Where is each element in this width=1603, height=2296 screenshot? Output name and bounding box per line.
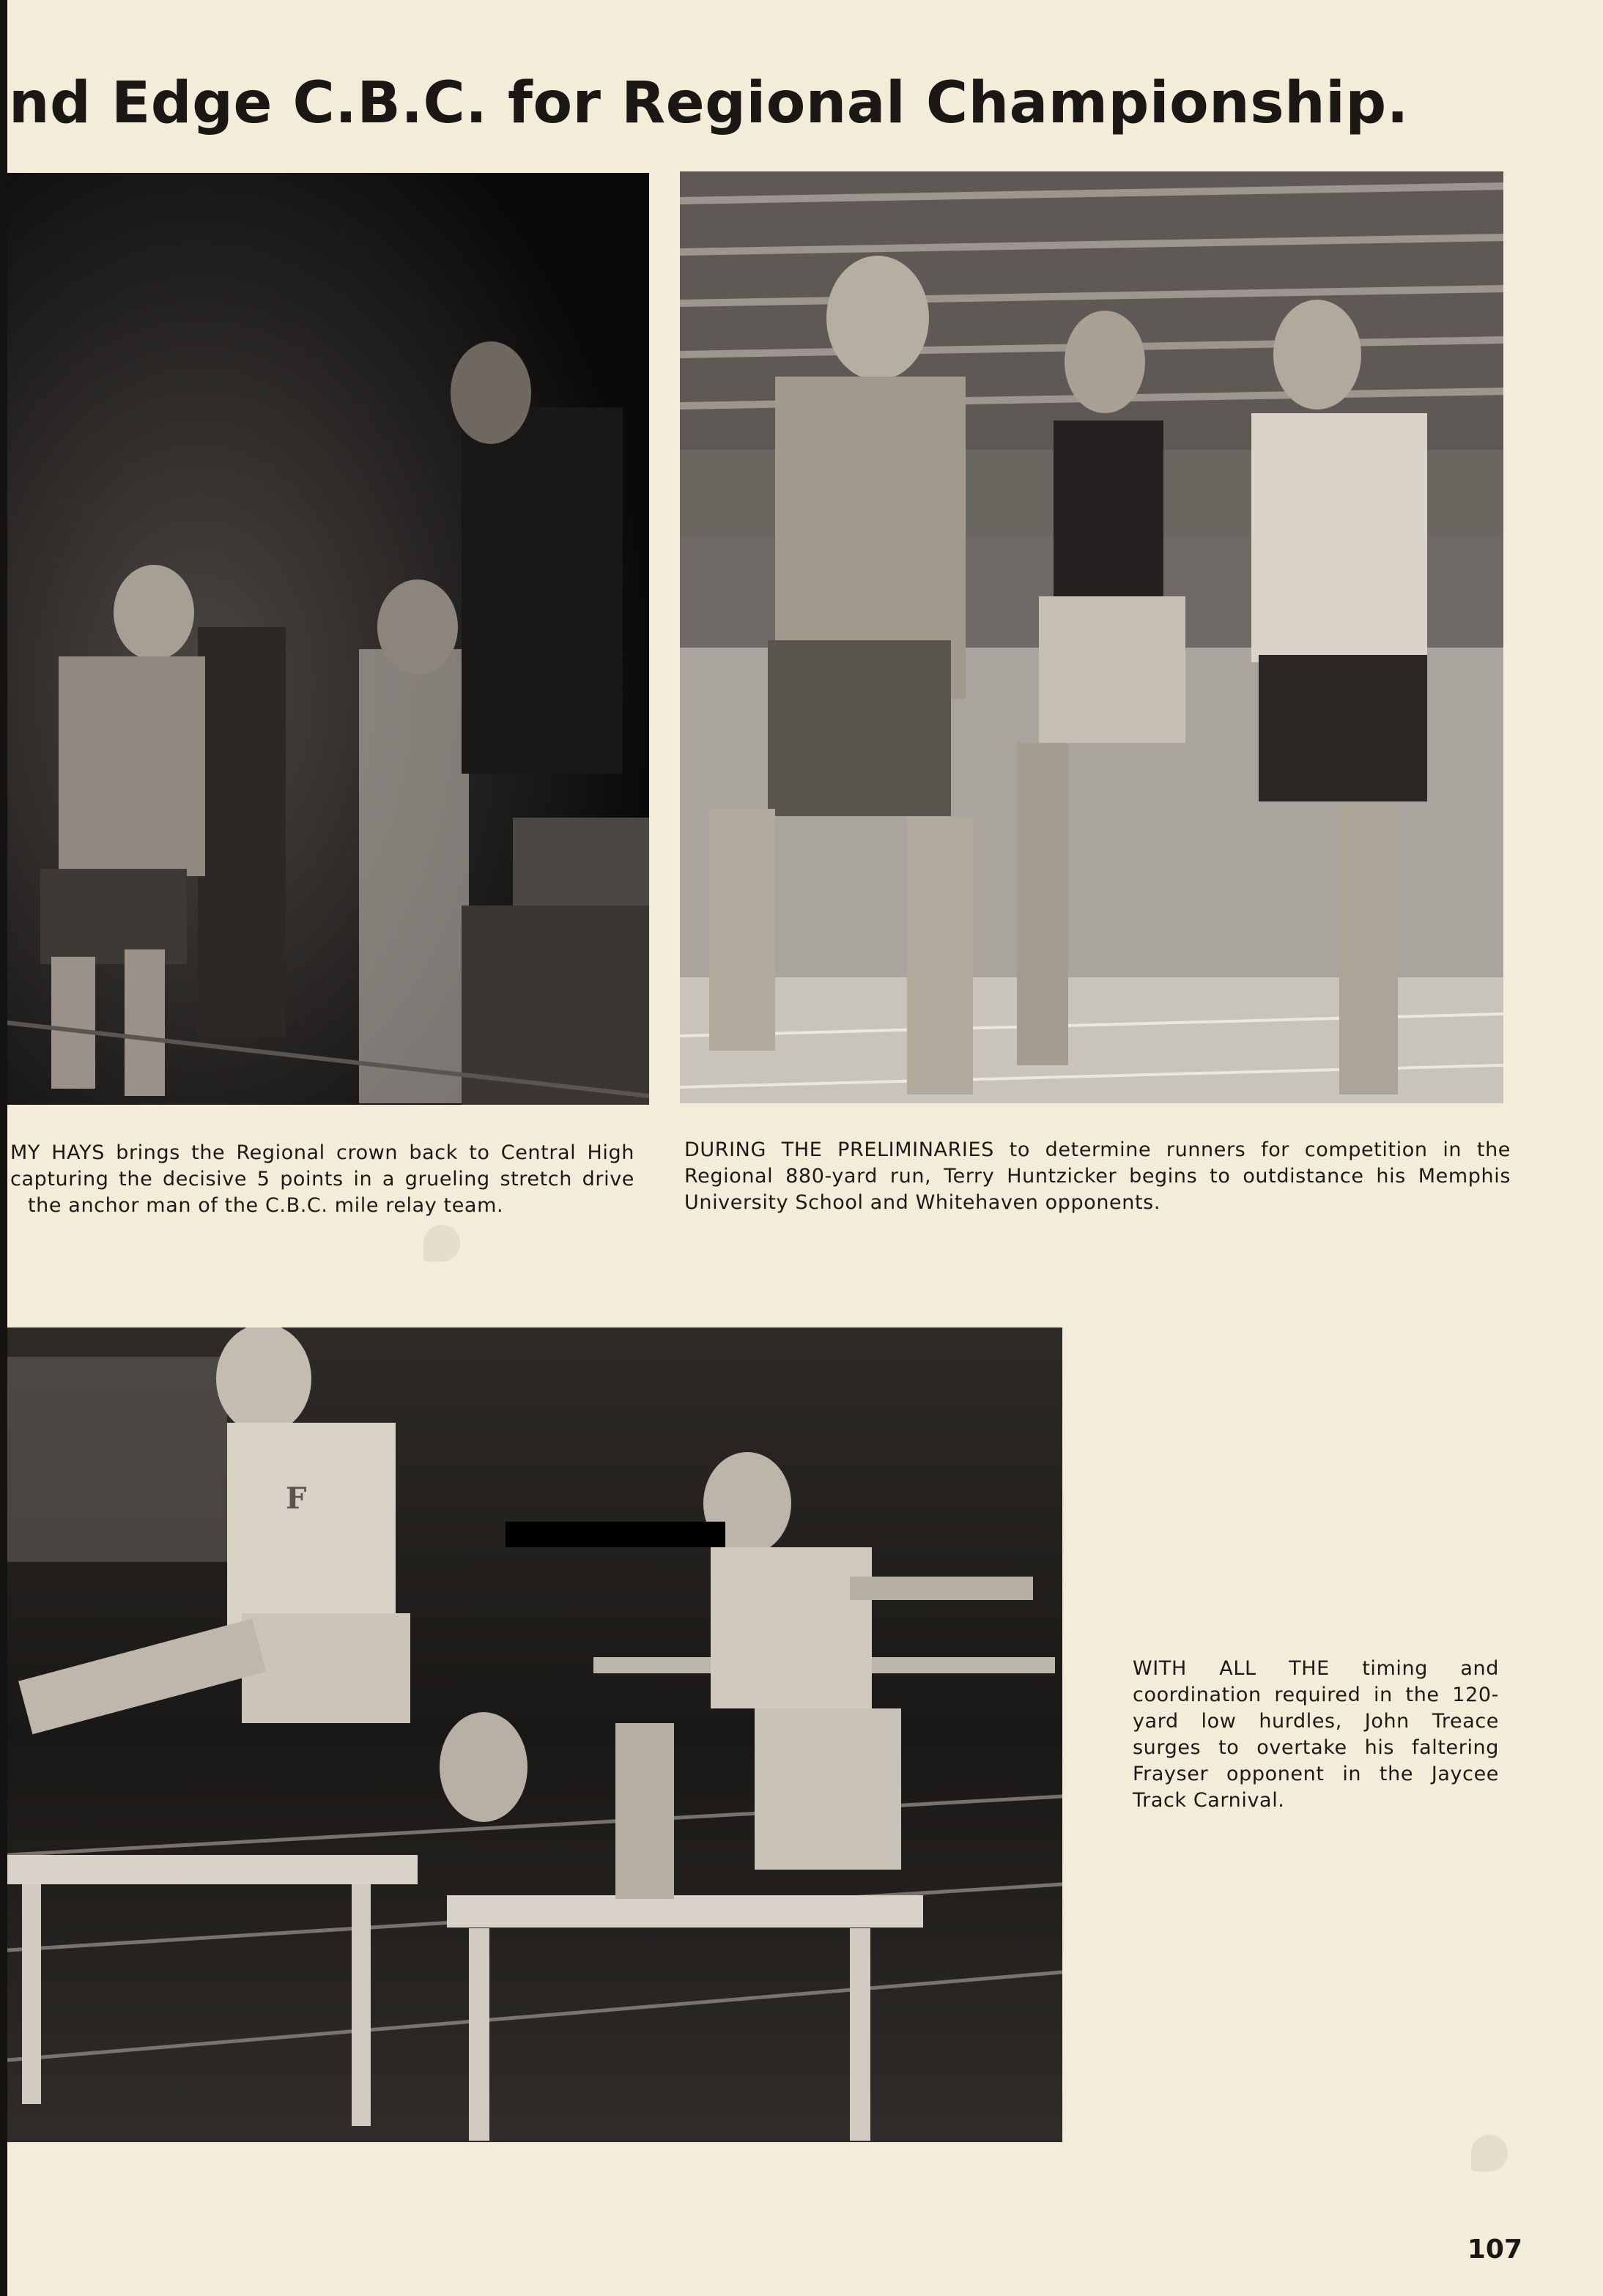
page-edge: [0, 0, 7, 2296]
relay-caption-line-2: capturing the decisive 5 points in a grueling stretch drive: [10, 1168, 634, 1190]
relay-caption-line-3: the anchor man of the C.B.C. mile relay team.: [28, 1194, 504, 1217]
watermark-leaf-icon: [423, 1225, 460, 1262]
watermark-leaf-icon: [1471, 2135, 1508, 2171]
low-hurdles-photo: [7, 1327, 1062, 2142]
low-hurdles-caption: WITH ALL THE timing and coordination required in the 120-yard low hurdles, John Treace surges to overtake his faltering Frayser opponent in the Jaycee Track Carnival.: [1133, 1657, 1499, 1812]
relay-anchor-photo: [7, 173, 649, 1105]
page-number: 107: [1467, 2234, 1522, 2264]
relay-caption-line-1: MY HAYS brings the Regional crown back to Central High: [10, 1141, 634, 1164]
relay-caption: [10, 1140, 634, 1219]
880-yard-run-photo: [680, 171, 1503, 1103]
jersey-letter: F: [286, 1481, 307, 1516]
page-headline: nd Edge C.B.C. for Regional Championship.: [9, 70, 1409, 136]
880-yard-run-caption: DURING THE PRELIMINARIES to determine runners for competition in the Regional 880-yard run, Terry Huntzicker begins to outdistance his Memphis University School and Whitehaven opponents.: [684, 1138, 1511, 1214]
